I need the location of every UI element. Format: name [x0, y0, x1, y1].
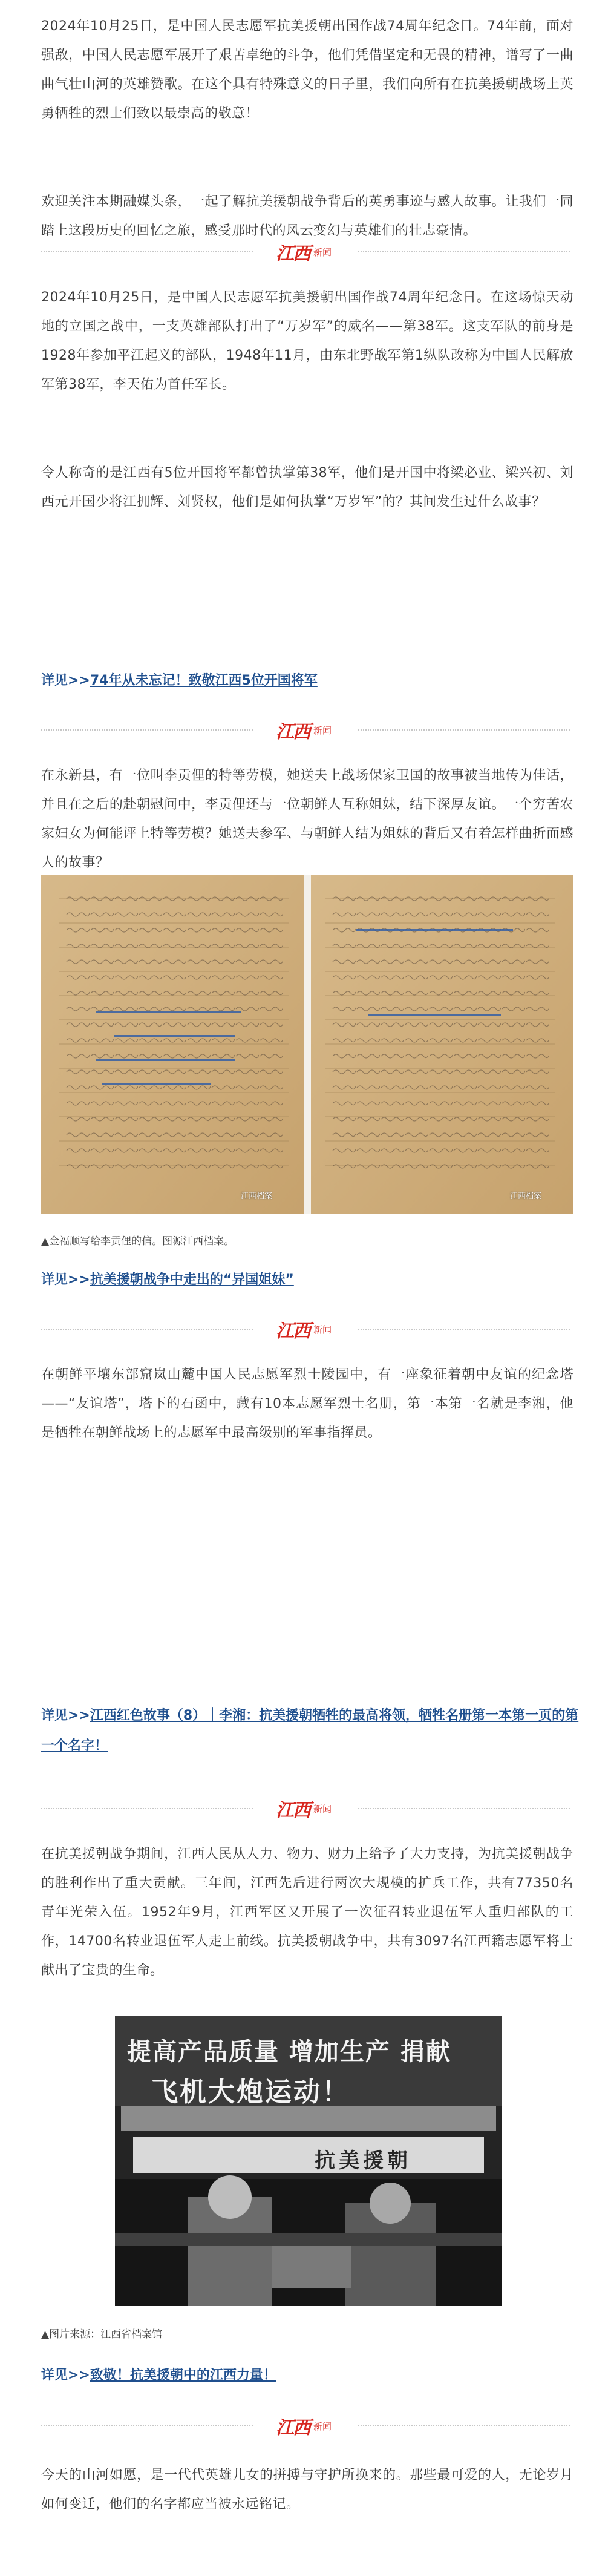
section-divider [41, 2408, 570, 2444]
jiangxi-news-logo: 江西 新闻 [276, 243, 332, 264]
section3-detail-link[interactable]: 详见>>江西红色故事（8）｜李湘：抗美援朝牺牲的最高将领，牺牲名册第一本第一页的第一个名字！ [41, 1708, 579, 1753]
jiangxi-news-logo: 江西 新闻 [276, 2417, 332, 2439]
jiangxi-news-logo: 江西 新闻 [276, 1800, 332, 1821]
section2-paragraph-1: 在永新县，有一位叫李贡俚的特等劳模，她送夫上战场保家卫国的故事被当地传为佳话，并且在之后的赴朝慰问中，李贡俚还与一位朝鲜人互称姐妹，结下深厚友谊。一个穷苦农家妇女为何能评上特等劳模？她送夫参军、与朝鲜人结为姐妹的背后又有着怎样曲折而感人的故事？ [41, 768, 573, 870]
intro-paragraph-1: 2024年10月25日，是中国人民志愿军抗美援朝出国作战74周年纪念日。74年前，面对强敌，中国人民志愿军展开了艰苦卓绝的斗争，他们凭借坚定和无畏的精神，谱写了一曲曲气壮山河的英雄赞歌。在这个具有特殊意义的日子里，我们向所有在抗美援朝战场上英勇牺牲的烈士们致以最崇高的敬意！ [41, 19, 573, 121]
section-divider [41, 234, 570, 270]
section3-paragraph-1: 在朝鲜平壤东部窟岚山麓中国人民志愿军烈士陵园中，有一座象征着朝中友谊的纪念塔——“友谊塔”，塔下的石函中，藏有10本志愿军烈士名册，第一本第一名就是李湘，他是牺牲在朝鲜战场上的志愿军中最高级别的军事指挥员。 [41, 1367, 573, 1441]
jiangxi-news-logo: 江西 新闻 [276, 1321, 332, 1342]
section-divider [41, 1311, 570, 1347]
letter-photo-caption: ▲金福顺写给李贡俚的信。图源江西档案。 [41, 1235, 235, 1247]
closing-paragraph: 今天的山河如愿，是一代代英雄儿女的拼搏与守护所换来的。那些最可爱的人，无论岁月如何变迁，他们的名字都应当被永远铭记。 [41, 2468, 573, 2512]
section4-detail-link[interactable]: 详见>>致敬！抗美援朝中的江西力量！ [41, 2368, 276, 2383]
banner-slogan-line1: 提高产品质量 增加生产 捐献 [127, 2037, 451, 2066]
factory-photo-caption: ▲图片来源：江西省档案馆 [41, 2328, 163, 2341]
jiangxi-news-logo: 江西 新闻 [276, 721, 332, 743]
section1-paragraph-2: 令人称奇的是江西有5位开国将军都曾执掌第38军，他们是开国中将梁必业、梁兴初、刘西元开国少将江拥辉、刘贤权，他们是如何执掌“万岁军”的？其间发生过什么故事？ [41, 465, 573, 510]
photo-watermark-right: 江西档案 [510, 1192, 542, 1201]
banner-slogan-line2: 飞机大炮运动！ [151, 2077, 350, 2108]
section1-detail-link[interactable]: 详见>>74年从未忘记！致敬江西5位开国将军 [41, 673, 318, 688]
section-divider [41, 712, 570, 748]
section2-detail-link[interactable]: 详见>>抗美援朝战争中走出的“异国姐妹” [41, 1272, 294, 1287]
section1-paragraph-1: 2024年10月25日，是中国人民志愿军抗美援朝出国作战74周年纪念日。在这场惊天动地的立国之战中，一支英雄部队打出了“万岁军”的威名——第38军。这支军队的前身是1928年参加平江起义的部队，1948年11月，由东北野战军第1纵队改称为中国人民解放军第38军，李天佑为首任军长。 [41, 290, 573, 392]
section4-paragraph-1: 在抗美援朝战争期间，江西人民从人力、物力、财力上给予了大力支持，为抗美援朝战争的胜利作出了重大贡献。三年间，江西先后进行两次大规模的扩兵工作，共有77350名青年光荣入伍。1952年9月，江西军区又开展了一次征召转业退伍军人重归部队的工作，14700名转业退伍军人走上前线。抗美援朝战争中，共有3097名江西籍志愿军将士献出了宝贵的生命。 [41, 1847, 573, 1978]
intro-paragraph-2: 欢迎关注本期融媒头条，一起了解抗美援朝战争背后的英勇事迹与感人故事。让我们一同踏上这段历史的回忆之旅，感受那时代的风云变幻与英雄们的壮志豪情。 [41, 194, 573, 238]
letter-photo [41, 875, 573, 1214]
factory-photo [115, 2016, 502, 2306]
photo-watermark-left: 江西档案 [241, 1192, 273, 1201]
section-divider [41, 1790, 570, 1827]
banner-side-text: 抗美援朝 [315, 2149, 411, 2173]
